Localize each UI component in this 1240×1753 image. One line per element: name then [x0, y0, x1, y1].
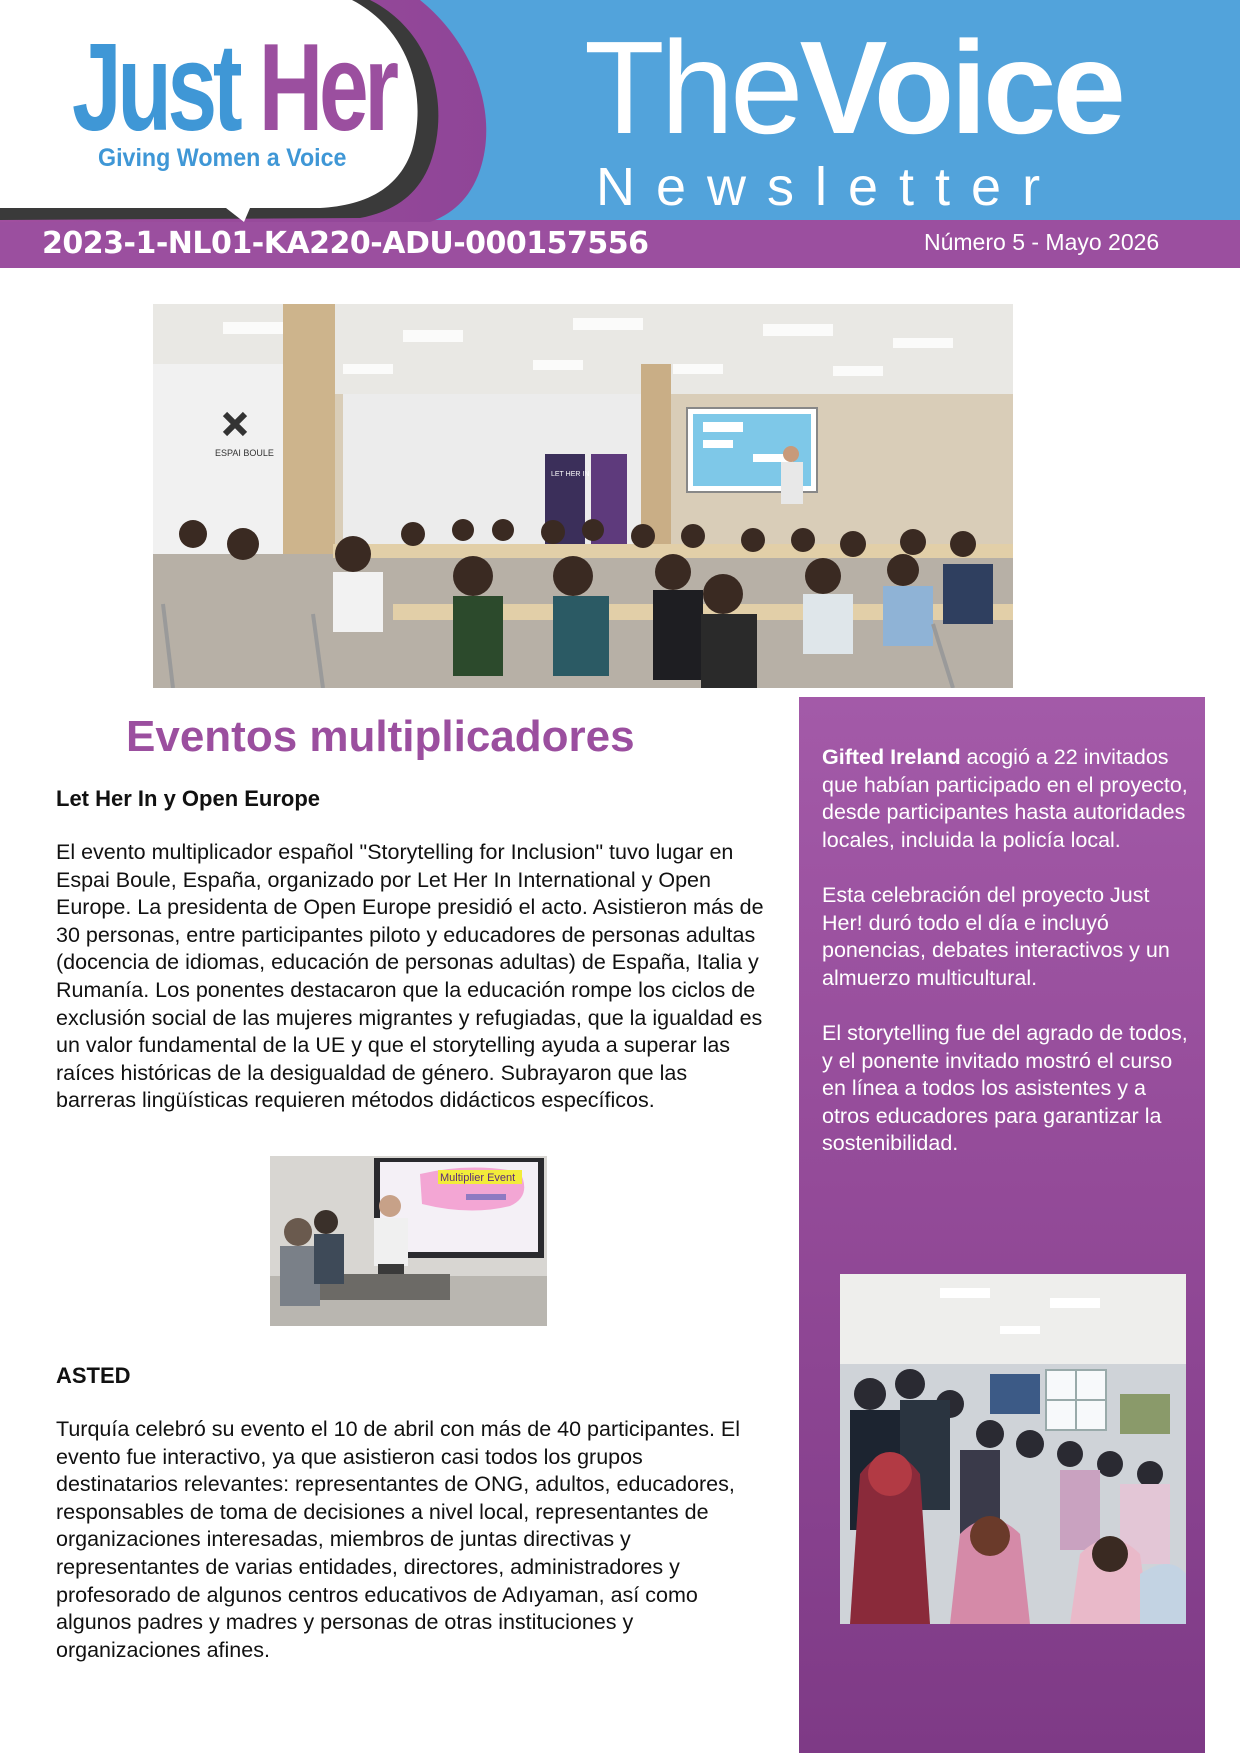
logo-word-just: Just	[72, 19, 239, 157]
logo-tagline: Giving Women a Voice	[98, 144, 347, 172]
section-heading-let-her-in: Let Her In y Open Europe	[56, 786, 321, 811]
newsletter-subtitle: Newsletter	[596, 157, 1062, 217]
section-body-asted: Turquía celebró su evento el 10 de abril con más de 40 participantes. El evento fue interactivo, ya que asistieron casi todos los grupos destinatarios relevantes: representantes de ONG, adultos, educadores, responsables de toma de decisiones a nivel local, representantes de organizaciones interesadas, miembros de juntas directivas y representantes de varias entidades, directores, administradores y profesorado de algunos centros educativos de Adıyaman, así como algunos padres y madres y personas de otras instituciones y organizaciones afines.	[56, 1417, 741, 1662]
title-the: The	[584, 14, 800, 161]
sidebar-text	[822, 744, 1192, 1186]
article-title: Eventos multiplicadores	[126, 712, 635, 761]
sidebar-org-name: Gifted Ireland	[822, 745, 961, 769]
sidebar-paragraph-2: Esta celebración del proyecto Just Her! duró todo el día e incluyó ponencias, debates interactivos y un almuerzo multicultural.	[822, 882, 1170, 990]
title-voice: Voice	[799, 14, 1122, 161]
room-sign-text: ESPAI BOULE	[215, 448, 274, 458]
photo-multiplier-speaker	[270, 1156, 547, 1326]
section-body-let-her-in: El evento multiplicador español "Storytelling for Inclusion" tuvo lugar en Espai Boule, España, organizado por Let Her In International y Open Europe. La presidenta de Open Europe presidió el acto. Asistieron más de 30 personas, entre participantes piloto y educadores de personas adultas (docencia de idiomas, educación de personas adultas) de España, Italia y Rumanía. Los ponentes destacaron que la educación rompe los ciclos de exclusión social de las mujeres migrantes y refugiadas, que la igualdad es un valor fundamental de la UE y que el storytelling ayuda a superar las raíces históricas de la desigualdad de género. Subrayaron que las barreras lingüísticas requieren métodos didácticos específicos.	[56, 840, 764, 1113]
sidebar-p1-text: acogió a 22 invitados que habían participado en el proyecto, desde participantes hasta autoridades locales, incluida la policía local.	[822, 745, 1188, 852]
banner-text: LET HER IN	[551, 471, 590, 478]
section-heading-asted: ASTED	[56, 1363, 131, 1388]
sidebar-paragraph-3: El storytelling fue del agrado de todos, y el ponente invitado mostró el curso en línea a todos los asistentes y a otros educadores para garantizar la sostenibilidad.	[822, 1020, 1188, 1156]
newsletter-title	[584, 14, 1122, 161]
logo-wordmark	[72, 19, 395, 157]
screen-label: Multiplier Event	[440, 1172, 516, 1184]
logo-word-her: Her	[258, 19, 395, 157]
issue-date: Número 5 - Mayo 2026	[924, 229, 1160, 255]
newsletter-header	[0, 0, 1240, 272]
photo-conference-room	[153, 304, 1013, 688]
photo-ireland-event	[840, 1274, 1186, 1624]
project-code: 2023-1-NL01-KA220-ADU-000157556	[42, 226, 649, 261]
sidebar-paragraph-1	[822, 744, 1192, 854]
